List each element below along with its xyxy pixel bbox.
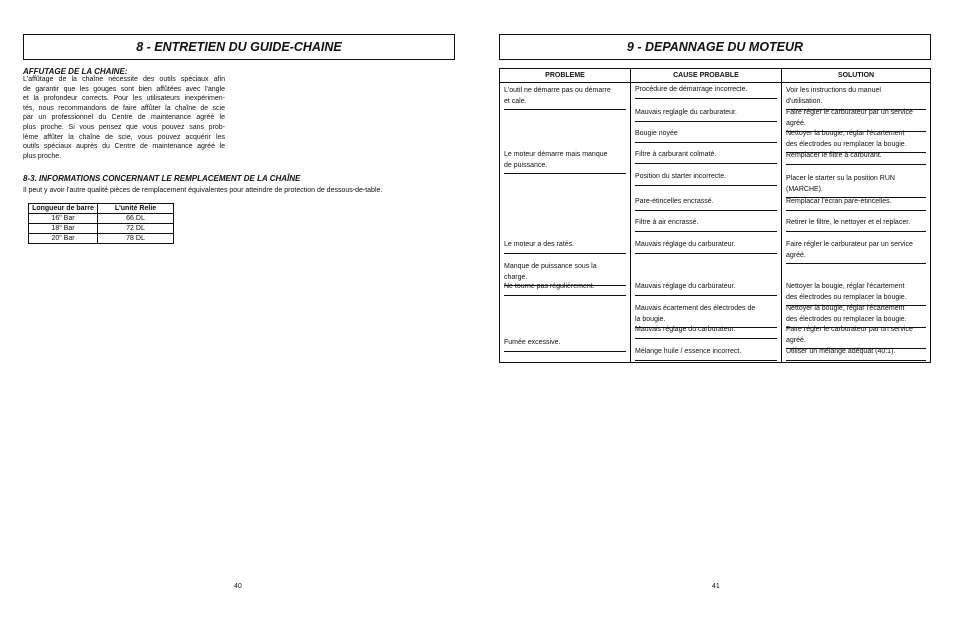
cause-cell-text: Mauvais réglage du carburateur. (635, 326, 736, 333)
problem-cell-text: Le moteur démarre mais manque (504, 151, 608, 158)
cause-cell (635, 347, 777, 358)
solution-cell-text: des électrodes ou remplacer la bougie. (786, 315, 907, 323)
row-divider (635, 185, 777, 186)
cause-cell-text: Mauvais écartement des électrodes de (635, 305, 756, 312)
cause-cell-text: Mauvais réglage du carburateur. (635, 241, 736, 248)
solution-cell-text: Remplacer le filtre à carburant. (786, 152, 882, 159)
affutage-line: par un professionnel du Centre de maintenance agréé le (23, 114, 225, 122)
problem-cell (504, 150, 626, 171)
row-divider (786, 164, 926, 165)
bar-table-header-length: Longueur de barre (29, 204, 98, 214)
cause-cell (635, 172, 777, 183)
affutage-line: plus proche. (23, 152, 62, 160)
affutage-line: de garantir que les gouges sont bien affûtées avec l'angle (23, 85, 225, 93)
affutage-line: tés, nous recommandons de faire affûter la chaîne de scie (23, 104, 225, 112)
page-number-right: 41 (712, 583, 720, 590)
problem-header: PROBLEME (500, 69, 630, 83)
solution-cell-text: Retirer le filtre, le nettoyer et el replacer. (786, 219, 911, 226)
solution-cell-text: Placer le starter su la position RUN (786, 175, 895, 182)
problem-cell-text: Fumée excessive. (504, 339, 561, 346)
affutage-line: lème affûter la chaîne de scie, vous pouvez acquérir les (23, 133, 225, 141)
solution-cell-text: agréé. (786, 251, 806, 259)
problem-cell-text: de puissance. (504, 161, 548, 169)
solution-cell (786, 174, 926, 195)
solution-cell-text: Remplacar l'écran pare-étincelles. (786, 198, 892, 205)
problem-cell-text: L'outil ne démarre pas ou démarre (504, 87, 611, 94)
bar-table-row (29, 234, 174, 244)
row-divider (635, 231, 777, 232)
section-8-3-title: 8-3. INFORMATIONS CONCERNANT LE REMPLACEMENT DE LA CHAÎNE (23, 174, 301, 183)
cause-cell (635, 282, 777, 293)
row-divider (635, 338, 777, 339)
solution-cell-text: Nettoyer la bougie, réglar l'écartement (786, 130, 905, 137)
cause-cell-text: la bougie. (635, 315, 666, 323)
bar-table-row (29, 214, 174, 224)
solution-cell-text: (MARCHE). (786, 185, 823, 193)
problem-cell (504, 86, 626, 107)
drive-links-cell: 78 DL (98, 234, 174, 244)
solution-cell (786, 129, 926, 150)
affutage-line: outils spéciaux auprès du Centre de maintenance agréé le (23, 143, 225, 151)
solution-cell-text: Voir les instructions du manuel (786, 87, 881, 94)
solution-cell-text: des électrodes ou remplacer la bougie. (786, 140, 907, 148)
solution-cell-text: Nettoyer la bougie, réglar l'écartement (786, 305, 905, 312)
drive-links-cell: 66 DL (98, 214, 174, 224)
right-heading-text: 9 - DEPANNAGE DU MOTEUR (626, 40, 804, 54)
solution-cell-text: Faire régler le carburateur par un service (786, 241, 913, 248)
solution-cell (786, 304, 926, 325)
troubleshooting-table (499, 68, 931, 363)
row-divider (635, 142, 777, 143)
cause-cell (635, 325, 777, 336)
solution-cell (786, 347, 926, 358)
row-divider (635, 210, 777, 211)
cause-cell-text: Filtre à carburant colmaté. (635, 151, 717, 158)
problem-column (500, 69, 630, 362)
affutage-body (23, 75, 225, 161)
solution-cell-text: agréé. (786, 119, 806, 127)
cause-cell (635, 129, 777, 140)
affutage-title: AFFUTAGE DE LA CHAINE: (23, 67, 128, 76)
solution-cell (786, 240, 926, 261)
problem-cell (504, 282, 626, 293)
cause-cell (635, 218, 777, 229)
right-page-heading (499, 34, 931, 60)
cause-cell-text: Mélange huile / essence incorrect. (635, 348, 742, 355)
cause-cell-text: Mauvais réglage du carburateur. (635, 283, 736, 290)
problem-cell-text: Manque de puissance sous la (504, 263, 597, 270)
problem-cell-text: Le moteur a des ratés. (504, 241, 575, 248)
solution-cell (786, 86, 926, 107)
solution-cell (786, 197, 926, 208)
problem-cell (504, 338, 626, 349)
problem-cell-text: et cale. (504, 97, 527, 105)
affutage-line: plus proche. Si vous pensez que vous pouvez sans prob- (23, 123, 225, 131)
problem-cell (504, 262, 626, 283)
cause-cell-text: Procédure de démarrage incorrecte. (635, 86, 748, 93)
bar-length-cell: 20" Bar (29, 234, 98, 244)
problem-cell-text: Ne tourne pas régulièrement. (504, 283, 595, 290)
row-divider (504, 173, 626, 174)
drive-links-cell: 72 DL (98, 224, 174, 234)
row-divider (635, 121, 777, 122)
bar-table-row (29, 224, 174, 234)
cause-cell (635, 304, 777, 325)
row-divider (504, 351, 626, 352)
solution-cell (786, 282, 926, 303)
solution-cell-text: d'utilisation. (786, 97, 823, 105)
cause-cell (635, 108, 777, 119)
cause-cell-text: Filtre à air encrassé. (635, 219, 699, 226)
solution-cell (786, 325, 926, 346)
row-divider (504, 253, 626, 254)
solution-header: SOLUTION (782, 69, 930, 83)
problem-cell (504, 240, 626, 251)
page-number-left: 40 (234, 583, 242, 590)
row-divider (786, 210, 926, 211)
solution-cell (786, 108, 926, 129)
row-divider (786, 263, 926, 264)
solution-cell-text: Nettoyer la bougie, réglar l'écartement (786, 283, 905, 290)
row-divider (635, 163, 777, 164)
problem-cell-text: charge. (504, 273, 528, 281)
cause-cell-text: Pare-étincelles encrassé. (635, 198, 714, 205)
bar-length-cell: 18" Bar (29, 224, 98, 234)
affutage-line: et la profondeur corrects. Pour les utilisateurs inexpérimen- (23, 95, 225, 103)
cause-cell-text: Bougie noyée (635, 130, 678, 137)
cause-cell (635, 85, 777, 96)
left-page-heading (23, 34, 455, 60)
row-divider (635, 360, 777, 361)
solution-cell-text: Faire régler le carburateur par un service (786, 109, 913, 116)
left-heading-text: 8 - ENTRETIEN DU GUIDE-CHAINE (136, 40, 342, 54)
solution-cell-text: Utiliser un mélange adéquat (40:1). (786, 348, 896, 355)
row-divider (786, 360, 926, 361)
solution-column (782, 69, 930, 362)
cause-column (631, 69, 781, 362)
bar-table-header-unit: L'unité Relie (98, 204, 174, 214)
row-divider (504, 295, 626, 296)
row-divider (786, 231, 926, 232)
cause-header: CAUSE PROBABLE (631, 69, 781, 83)
solution-cell (786, 151, 926, 162)
solution-cell-text: Faire régler le carburateur par un service (786, 326, 913, 333)
solution-cell-text: des électrodes ou remplacer la bougie. (786, 293, 907, 301)
row-divider (635, 98, 777, 99)
cause-cell (635, 240, 777, 251)
bar-length-table (28, 203, 174, 244)
cause-cell (635, 197, 777, 208)
row-divider (635, 295, 777, 296)
cause-cell-text: Position du starter incorrecte. (635, 173, 727, 180)
row-divider (504, 109, 626, 110)
cause-cell-text: Mauvais reglagle du carburateur. (635, 109, 737, 116)
solution-cell (786, 218, 926, 229)
solution-cell-text: agréé. (786, 336, 806, 344)
section-8-3-text: Il peut y avoir l'autre qualité pièces de remplacement équivalentes pour atteindre de protection de dessous-de-table. (23, 187, 383, 194)
cause-cell (635, 150, 777, 161)
bar-length-cell: 16" Bar (29, 214, 98, 224)
row-divider (635, 253, 777, 254)
affutage-line: L'affûtage de la chaîne nécessite des outils spéciaux afin (23, 76, 225, 83)
